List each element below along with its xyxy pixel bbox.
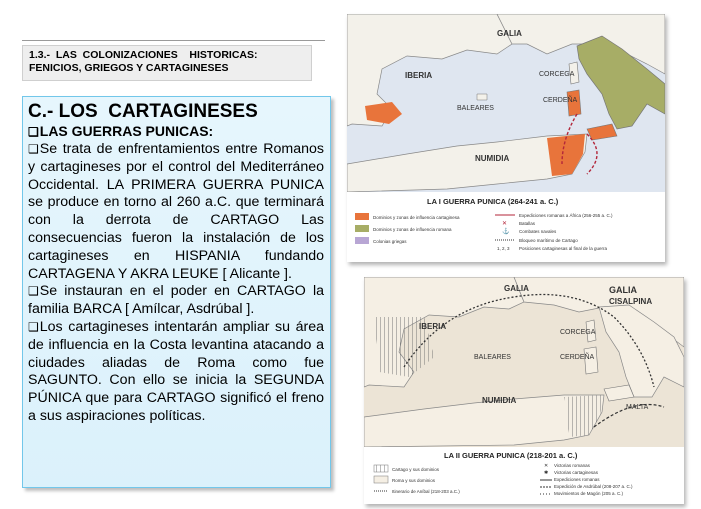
baleares-island <box>477 94 487 100</box>
map-second-punic-war-graphic <box>364 277 684 504</box>
label-baleares: BALEARES <box>474 354 511 361</box>
legend-item: Dominios y zonas de influencia romana <box>373 227 452 232</box>
map-second-punic-war <box>364 277 684 504</box>
roman-victory-icon: ✕ <box>544 463 549 469</box>
subheading-text: LAS GUERRAS PUNICAS: <box>39 123 214 139</box>
paragraph-second-war <box>28 319 324 426</box>
paragraph-text: Se trata de enfrentamientos entre Romanos y cartagineses por el control del Mediterráneo Occidental. LA PRIMERA GUERRA PUNICA se produce en torno al 260 a.C. que terminará con la derrota de CARTAGO Las consecuencias fueron la instalación de los cartagineses en HISPANIA fundando CARTAGENA Y AKRA LEUKE [ Alicante ]. <box>28 141 324 282</box>
legend-item: Posiciones cartaginesas al final de la guerra <box>519 246 608 251</box>
label-corcega: CORCEGA <box>539 71 575 78</box>
legend-item: Roma y sus dominios <box>392 478 436 483</box>
label-galia: GALIA <box>497 29 522 38</box>
carthage-victory-icon: ✱ <box>544 470 549 476</box>
legend-item: Combates navales <box>519 229 557 234</box>
legend-number: 1, 2, 3 <box>497 246 510 251</box>
legend-swatch-greek <box>355 237 369 244</box>
legend-item: Batallas <box>519 221 536 226</box>
label-corcega: CORCEGA <box>560 329 596 336</box>
section-subheading <box>28 122 324 141</box>
bullet-icon <box>28 319 40 335</box>
slide-title-line2: FENICIOS, GRIEGOS Y CARTAGINESES <box>29 62 229 74</box>
label-galia: GALIA <box>504 284 529 293</box>
bullet-icon <box>28 123 40 139</box>
legend-swatch-rome <box>374 476 388 483</box>
paragraph-text: Los cartagineses intentarán ampliar su área de influencia en la Costa levantina atacando a ciudades aliadas de Roma como fue SAGUNTO. Con ello se inicia la SEGUNDA PÚNICA que para CARTAGO significó el freno a sus aspiraciones políticas. <box>28 318 324 424</box>
legend-item: Victorias romanas <box>554 463 590 468</box>
battle-icon: ✕ <box>502 221 508 227</box>
label-cisalpina: CISALPINA <box>609 297 653 306</box>
content-panel <box>22 96 331 488</box>
naval-icon: ⚓ <box>502 229 510 235</box>
map1-caption: LA I GUERRA PUNICA (264-241 a. C.) <box>427 197 559 206</box>
section-heading: C.- LOS CARTAGINESES <box>28 101 258 122</box>
label-galia-north: GALIA <box>609 285 637 295</box>
legend-item: Expediciones romanas a África (256-255 a. C.) <box>519 213 613 218</box>
label-cerdena: CERDEÑA <box>560 354 595 361</box>
legend-item: Victorias cartaginesas <box>554 470 598 475</box>
title-divider <box>22 40 325 41</box>
legend-swatch-carthage <box>355 213 369 220</box>
label-numidia: NUMIDIA <box>475 154 510 163</box>
paragraph-text: Se instauran en el poder en CARTAGO la familia BARCA [ Amílcar, Asdrúbal ]. <box>28 283 324 318</box>
legend-item: Movimientos de Magón (205 a. C.) <box>554 491 624 496</box>
legend-item: Expediciones romanas <box>554 477 600 482</box>
label-malta: MALTA <box>626 404 649 411</box>
map-first-punic-war <box>347 14 665 262</box>
label-baleares: BALEARES <box>457 105 494 112</box>
slide-title <box>22 45 312 81</box>
paragraph-barca <box>28 283 324 319</box>
legend-swatch-carthage <box>374 465 388 472</box>
legend-swatch-rome <box>355 225 369 232</box>
label-iberia: IBERIA <box>405 71 433 80</box>
slide-title-line1: 1.3.- LAS COLONIZACIONES HISTORICAS: <box>29 49 258 61</box>
label-cerdena: CERDEÑA <box>543 97 578 104</box>
label-numidia: NUMIDIA <box>482 396 517 405</box>
legend-item: Itinerario de Aníbal (218-203 a.C.) <box>392 489 460 494</box>
legend-item: Dominios y zonas de influencia cartaginesa <box>373 215 460 220</box>
label-iberia: IBERIA <box>419 322 447 331</box>
legend-item: Bloqueo marítimo de Cartago <box>519 238 578 243</box>
legend-item: Colonias griegas <box>373 239 407 244</box>
legend-item: Cartago y sus dominios <box>392 467 440 472</box>
legend-item: Expedición de Asdrúbal (208-207 a. C.) <box>554 484 633 489</box>
map-first-punic-war-graphic <box>347 14 665 262</box>
map2-caption: LA II GUERRA PUNICA (218-201 a. C.) <box>444 451 578 460</box>
paragraph-first-war <box>28 141 324 283</box>
bullet-icon <box>28 141 40 157</box>
bullet-icon <box>28 283 40 299</box>
